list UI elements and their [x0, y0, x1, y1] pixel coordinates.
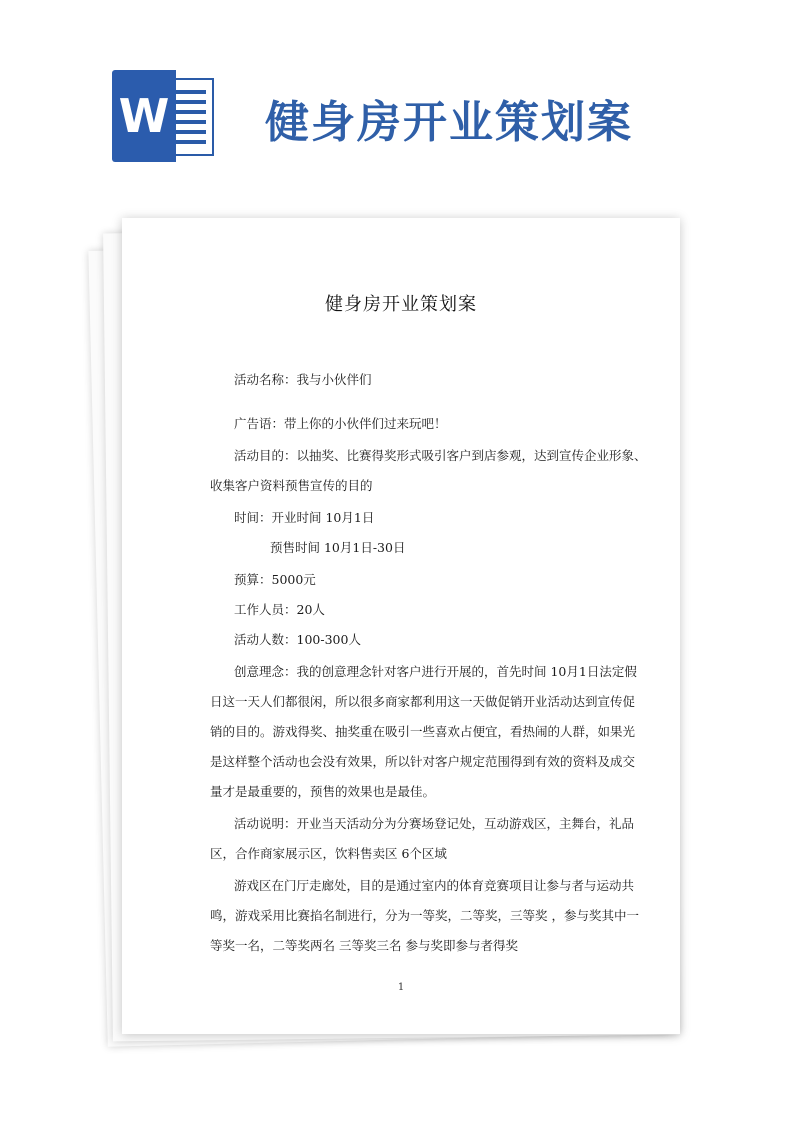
paragraph-line: 创意理念：我的创意理念针对客户进行开展的，首先时间 10月1日法定假	[234, 664, 637, 679]
banner-title: 健身房开业策划案	[265, 97, 633, 148]
paragraph-line: 时间：开业时间 10月1日	[234, 510, 375, 525]
paragraph-line: 活动目的：以抽奖、比赛得奖形式吸引客户到店参观，达到宣传企业形象、	[234, 448, 647, 463]
paragraph-line: 活动人数：100-300人	[234, 632, 361, 647]
paragraph-line: 预算：5000元	[234, 572, 316, 587]
paragraph-line: 游戏区在门厅走廊处，目的是通过室内的体育竞赛项目让参与者与运动共	[234, 878, 635, 893]
paragraph-line: 工作人员：20人	[234, 602, 325, 617]
paragraph-line: 活动名称：我与小伙伴们	[234, 372, 372, 387]
paragraph-line: 等奖一名，二等奖两名 三等奖三名 参与奖即参与者得奖	[210, 938, 518, 953]
paragraph-line: 是这样整个活动也会没有效果，所以针对客户规定范围得到有效的资料及成交	[210, 754, 636, 769]
paragraph-line: 广告语：带上你的小伙伴们过来玩吧！	[234, 416, 447, 431]
banner-header	[0, 0, 800, 210]
word-document-icon	[112, 70, 216, 160]
paragraph-line: 收集客户资料预售宣传的目的	[210, 478, 373, 493]
paragraph-line: 销的目的。游戏得奖、抽奖重在吸引一些喜欢占便宜，看热闹的人群，如果光	[210, 724, 636, 739]
paragraph-line: 活动说明：开业当天活动分为分赛场登记处，互动游戏区，主舞台，礼品	[234, 816, 635, 831]
paragraph-line: 鸣，游戏采用比赛掐名制进行，分为一等奖，二等奖，三等奖 ，参与奖其中一	[210, 908, 639, 923]
paragraph-line: 日这一天人们都很闲，所以很多商家都利用这一天做促销开业活动达到宣传促	[210, 694, 636, 709]
page-number: 1	[397, 982, 405, 993]
document-title: 健身房开业策划案	[325, 294, 477, 315]
document-page	[122, 218, 680, 1034]
document-preview	[98, 218, 682, 1048]
paragraph-line: 区，合作商家展示区，饮料售卖区 6个区域	[210, 846, 447, 861]
paragraph-line: 预售时间 10月1日-30日	[270, 540, 406, 555]
word-logo-letter: W	[112, 70, 176, 162]
paragraph-line: 量才是最重要的，预售的效果也是最佳。	[210, 784, 436, 799]
